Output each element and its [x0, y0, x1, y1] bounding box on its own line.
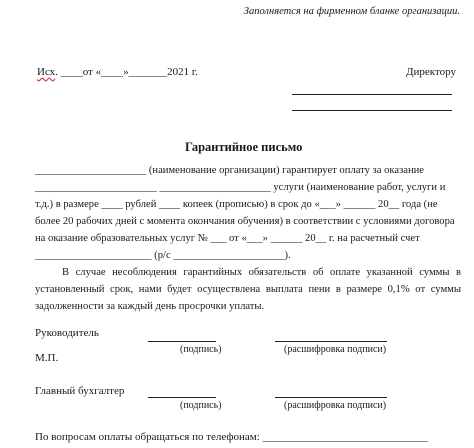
outgoing-date: . ____от «____»_______2021 г. [55, 66, 198, 78]
phone-line: По вопросам оплаты обращаться по телефонам: ______________________________ [35, 431, 428, 443]
stamp-label: М.П. [35, 352, 59, 364]
accountant-signature-caption: (подпись) [180, 400, 222, 411]
addressee-line-2[interactable] [292, 110, 452, 111]
accountant-signature-line[interactable] [148, 397, 216, 398]
body-line-3: т.д.) в размере ____ рублей ____ копеек (прописью) в срок до «___» ______ 20__ года (не [35, 199, 438, 210]
head-decoding-line[interactable] [275, 341, 387, 342]
body-line-2: _______________________ _____________________ услуги (наименование работ, услуги и [35, 182, 446, 193]
addressee-line-1[interactable] [292, 94, 452, 95]
letter-title: Гарантийное письмо [185, 140, 303, 154]
accountant-decoding-line[interactable] [275, 397, 387, 398]
head-label: Руководитель [35, 327, 99, 339]
head-signature-line[interactable] [148, 341, 216, 342]
outgoing-prefix: Исх [37, 66, 56, 78]
body-line-6: ______________________ (р/с _____________________). [35, 250, 291, 261]
letter-body [35, 162, 461, 315]
form-note: Заполняется на фирменном бланке организации. [243, 6, 460, 17]
addressee-label: Директору [406, 66, 456, 78]
head-decoding-caption: (расшифровка подписи) [284, 344, 387, 355]
penalty-paragraph: В случае несоблюдения гарантийных обязательств об оплате указанной суммы в установленный срок, нами будет осуществлена выплата пени в размере 0,1% от суммы задолженности за каждый день просрочки уплаты. [35, 267, 461, 312]
outgoing-number-line [37, 66, 198, 78]
body-line-5: на оказание образовательных услуг № ___ от «___» ______ 20__ г. на расчетный счет [35, 233, 420, 244]
head-signature-caption: (подпись) [180, 344, 222, 355]
accountant-label: Главный бухгалтер [35, 385, 125, 397]
body-line-1: _____________________ (наименование организации) гарантирует оплату за оказание [35, 165, 424, 176]
body-line-4: более 20 рабочих дней с момента окончания обучения) в соответствии с условиями договора [35, 216, 455, 227]
accountant-decoding-caption: (расшифровка подписи) [284, 400, 387, 411]
